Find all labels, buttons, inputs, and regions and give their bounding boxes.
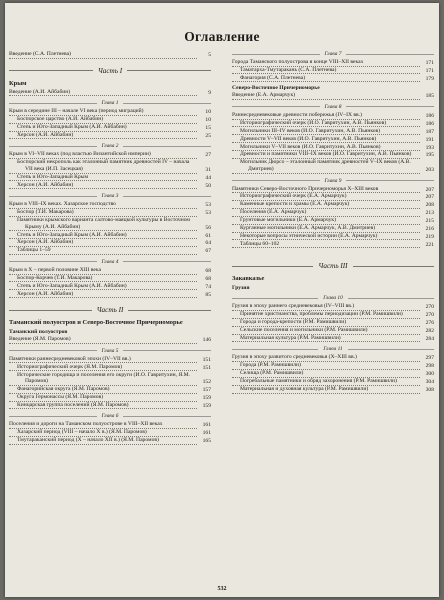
part-heading: Часть II — [9, 306, 211, 314]
part-heading: Часть III — [232, 262, 434, 270]
book-page — [5, 3, 439, 597]
subsection-heading: Грузия — [232, 285, 250, 292]
page-number: 532 — [217, 586, 227, 592]
toc-entry[interactable]: Принятие христианства, проблемы периодизации (Р.М. Рамишвили) 270 — [232, 311, 434, 319]
toc-entry[interactable]: Крым в X – первой половине XIII века 68 — [9, 266, 211, 274]
toc-entry[interactable]: Таблицы 60–102 221 — [232, 241, 434, 249]
toc-entry[interactable]: Херсон (А.И. Айбабин) 64 — [9, 239, 211, 247]
toc-entry[interactable]: Тмутараканский период (X – начало XII в.) (Я.М. Паромов) 165 — [9, 437, 211, 445]
section-heading: Крым — [9, 79, 27, 87]
part-heading: Часть I — [9, 67, 211, 75]
chapter-label: Глава 1 — [9, 100, 211, 106]
chapter-label: Глава 10 — [232, 295, 434, 301]
toc-entry[interactable]: Округа Гермонассы (Я.М. Паромов) 159 — [9, 394, 211, 402]
toc-entry[interactable]: Введение (А.И. Айбабин) 9 — [9, 88, 211, 96]
toc-entry[interactable]: Таматарха-Тмутаракань (С.А. Плетнева) 171 — [232, 67, 434, 75]
toc-entry[interactable]: Раннесредневековые древности побережья (IV–IX вв.) 186 — [232, 111, 434, 119]
toc-entry[interactable]: Курганные могильники (Е.А. Армарчук, А.В. Дмитриев) 216 — [232, 225, 434, 233]
section-heading: Закавказье — [232, 275, 265, 283]
chapter-label: Глава 6 — [9, 413, 211, 419]
toc-entry[interactable]: Материальная культура (Р.М. Рамишвили) 284 — [232, 335, 434, 343]
toc-entry[interactable]: Степь и Юго-Западный Крым (А.И. Айбабин) 61 — [9, 232, 211, 240]
toc-entry[interactable]: Степь и Юго-Западный Крым (А.И. Айбабин) 74 — [9, 283, 211, 291]
toc-entry[interactable]: Могильники III–IV веков (И.О. Гавритухин, А.В. Пьянков) 187 — [232, 128, 434, 136]
toc-entry[interactable]: Степь и Юго-Западный Крым (А.И. Айбабин) 15 — [9, 124, 211, 132]
chapter-label: Глава 2 — [9, 143, 211, 149]
toc-entry[interactable]: Хазарский период (VIII – начало X в.) (Я.М. Паромов) 161 — [9, 429, 211, 437]
toc-entry[interactable]: Города Таманского полуострова в конце VIII–XII веках 171 — [232, 59, 434, 66]
toc-entry[interactable]: Памятники раннесредневековой эпохи (IV–VII вв.) 151 — [9, 355, 211, 363]
toc-entry[interactable]: Крым в VI–VII веках (под властью Византийской империи) 27 — [9, 151, 211, 159]
toc-entry[interactable]: Боспорское царство (А.И. Айбабин) 10 — [9, 116, 211, 124]
toc-entry[interactable]: Боспор (Т.И. Макарова) 53 — [9, 209, 211, 217]
toc-entry[interactable]: Историографический очерк (И.О. Гавритухин, А.В. Пьянков) 186 — [232, 120, 434, 128]
toc-entry[interactable]: Памятники крымского варианта салтово-маяцкой культуры в Восточном Крыму (А.И. Айбабин) 56 — [9, 217, 211, 231]
toc-entry[interactable]: Грузия в эпоху развитого средневековья (X–XIII вв.) 297 — [232, 354, 434, 362]
toc-entry[interactable]: Грунтовые могильники (Е.А. Армарчук) 215 — [232, 217, 434, 225]
toc-entry[interactable]: Могильники V–VII веков (И.О. Гавритухин, А.В. Пьянков) 193 — [232, 144, 434, 152]
toc-entry[interactable]: Таблицы 1–59 67 — [9, 247, 211, 255]
toc-entry[interactable]: Крым в VIII–IX веках. Хазарское господство 53 — [9, 201, 211, 209]
toc-entry[interactable]: Кинцарская группа поселений (Я.М. Паромов) 159 — [9, 402, 211, 410]
toc-entry[interactable]: Сельские поселения и могильники (Р.М. Рамишвили) 282 — [232, 327, 434, 335]
toc-entry[interactable]: Древности V–VII веков (И.О. Гавритухин, А.В. Пьянков) 191 — [232, 136, 434, 144]
toc-entry[interactable]: Исторические городища и поселения его округи (И.О. Гавритухин, Я.М. Паромов) 152 — [9, 372, 211, 386]
toc-entry[interactable]: Памятники Северо-Восточного Причерноморья X–XIII веков 207 — [232, 185, 434, 193]
chapter-label: Глава 4 — [9, 259, 211, 265]
page-title: Оглавление — [184, 29, 260, 44]
toc-entry[interactable]: Крым в середине III – начале VI века (период миграций) 10 — [9, 108, 211, 116]
toc-entry[interactable]: Поселения (Е.А. Армарчук) 213 — [232, 209, 434, 217]
toc-entry[interactable]: Фанагорийская округа (Я.М. Паромов) 157 — [9, 386, 211, 394]
toc-entry[interactable]: Введение (Я.М. Паромов) 146 — [9, 336, 211, 344]
toc-entry[interactable]: Херсон (А.И. Айбабин) 25 — [9, 132, 211, 140]
toc-entry[interactable]: Херсон (А.И. Айбабин) 50 — [9, 182, 211, 190]
toc-entry[interactable]: Херсон (А.И. Айбабин) 85 — [9, 291, 211, 299]
chapter-label: Глава 8 — [232, 104, 434, 110]
toc-entry[interactable]: Историографический очерк (Е.А. Армарчук) 207 — [232, 193, 434, 201]
section-heading: Таманский полуостров и Северо-Восточное Причерноморье — [9, 319, 183, 327]
chapter-label: Глава 9 — [232, 178, 434, 184]
toc-entry[interactable]: Введение (Е.А. Армарчук) 185 — [232, 92, 434, 100]
toc-entry[interactable]: Города (Р.М. Рамишвили) 298 — [232, 362, 434, 370]
toc-entry[interactable]: Города и города-крепости (Р.М. Рамишвили) 276 — [232, 319, 434, 327]
toc-entry[interactable]: Древности и памятники VIII–IX веков (И.О. Гавритухин, А.В. Пьянков) 195 — [232, 151, 434, 159]
toc-right-column — [232, 51, 434, 394]
toc-entry[interactable]: Могильник Дюрсо – эталонный памятник древностей V–IX веков (А.В. Дмитриев) 203 — [232, 159, 434, 173]
toc-entry[interactable]: Некоторые вопросы этнической истории (Е.А. Армарчук) 219 — [232, 233, 434, 241]
toc-entry[interactable]: Степь и Юго-Западный Крым 44 — [9, 174, 211, 182]
toc-entry[interactable]: Историографический очерк (Я.М. Паромов) 151 — [9, 364, 211, 372]
subsection-heading: Таманский полуостров — [9, 329, 68, 336]
toc-entry[interactable]: Боспорский некрополь как эталонный памятник древностей IV – начала VII века (И.П. Засецкая) 31 — [9, 159, 211, 173]
toc-entry[interactable]: Грузия в эпоху раннего средневековья (IV–VIII вв.) 270 — [232, 303, 434, 311]
toc-entry[interactable]: Погребальные памятники и обряд захоронения (Р.М. Рамишвили) 304 — [232, 378, 434, 386]
subsection-heading: Северо-Восточное Причерноморье — [232, 85, 320, 92]
chapter-label: Глава 5 — [9, 348, 211, 354]
toc-left-column — [9, 51, 211, 445]
chapter-label: Глава 3 — [9, 193, 211, 199]
toc-entry[interactable]: Введение (С.А. Плетнева) 5 — [9, 51, 211, 58]
toc-entry[interactable]: Каменные крепости и храмы (Е.А. Армарчук) 208 — [232, 201, 434, 209]
chapter-label: Глава 7 — [232, 51, 434, 57]
toc-entry[interactable]: Материальная и духовная культура (Р.М. Рамишвили) 308 — [232, 386, 434, 394]
toc-entry[interactable]: Селища (Р.М. Рамишвили) 300 — [232, 370, 434, 378]
toc-entry[interactable]: Поселения и дороги на Таманском полуострове в VIII–XII веках 161 — [9, 421, 211, 429]
chapter-label: Глава 11 — [232, 346, 434, 352]
toc-entry[interactable]: Фанагория (С.А. Плетнева) 179 — [232, 75, 434, 83]
toc-entry[interactable]: Боспор-Корчев (Т.И. Макарова) 68 — [9, 275, 211, 283]
